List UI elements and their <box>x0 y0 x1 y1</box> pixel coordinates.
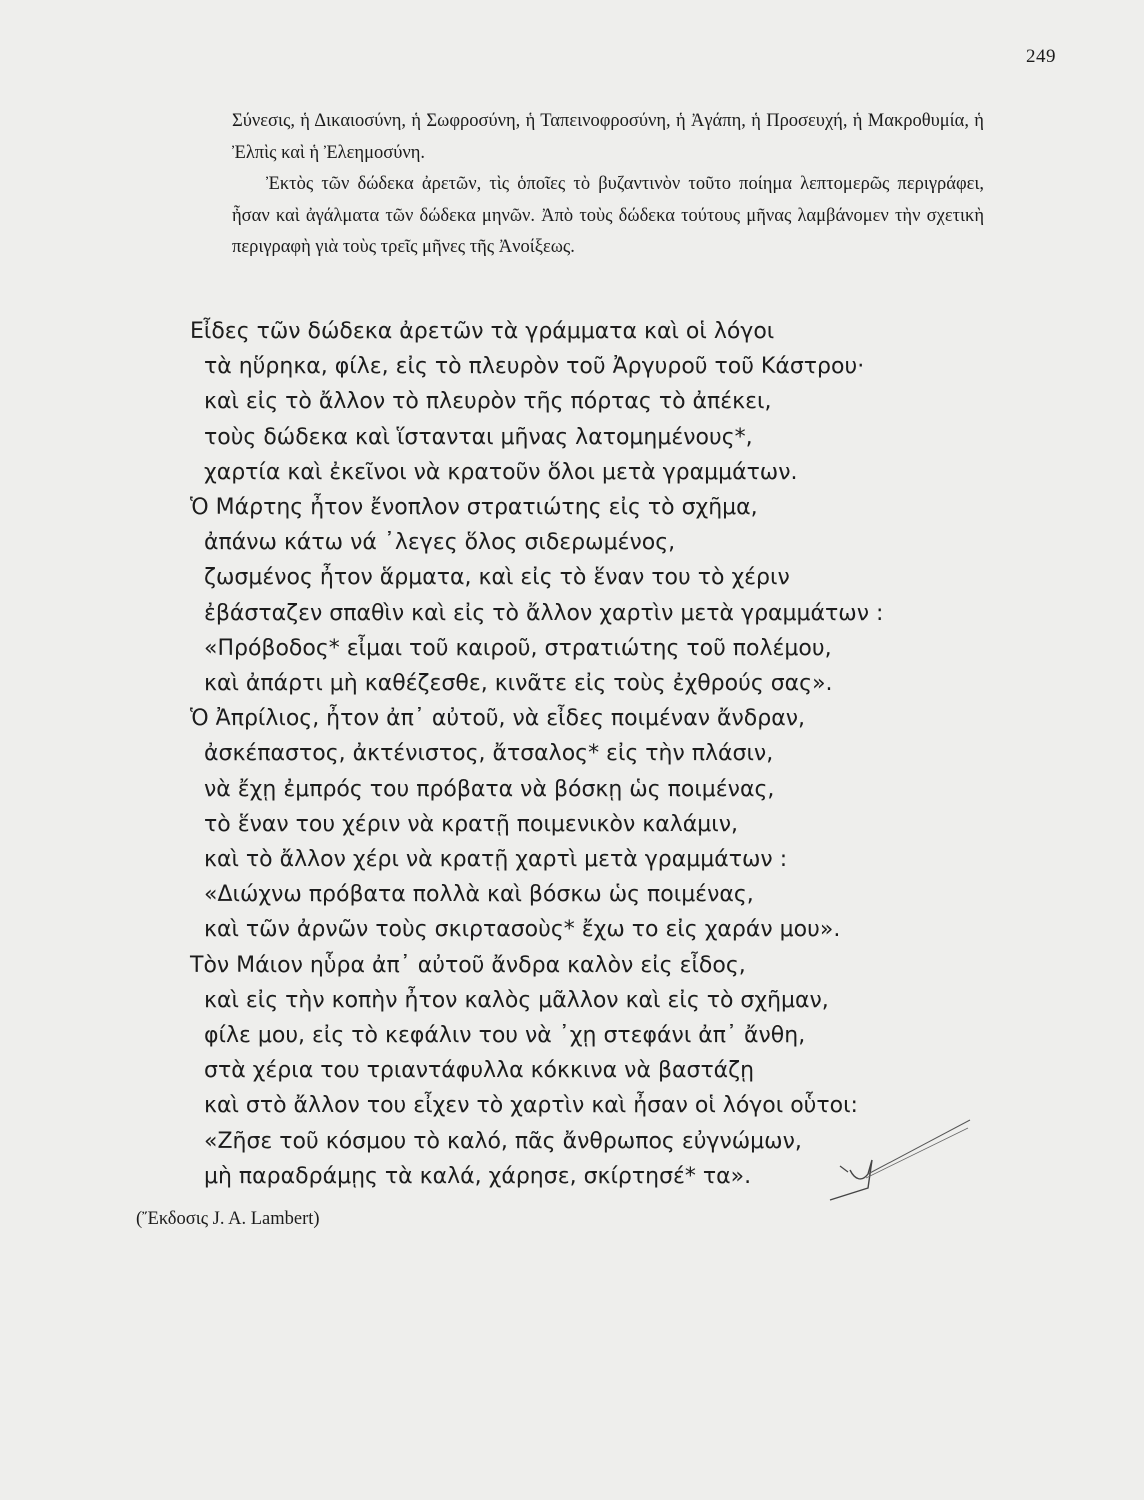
poem-line: καὶ τῶν ἀρνῶν τοὺς σκιρτασοὺς* ἔχω το εἰς χαράν μου». <box>204 917 841 943</box>
poem-line: καὶ εἰς τὸ ἄλλον τὸ πλευρὸν τῆς πόρτας τὸ ἀπέκει, <box>204 389 772 415</box>
poem-line: νὰ ἔχῃ ἐμπρός του πρόβατα νὰ βόσκῃ ὡς ποιμένας, <box>204 776 775 802</box>
poem-line: μὴ παραδράμῃς τὰ καλά, χάρησε, σκίρτησέ* τα». <box>204 1163 752 1189</box>
page-number: 249 <box>1026 46 1056 67</box>
poem-line: ἐβάσταζεν σπαθὶν καὶ εἰς τὸ ἄλλον χαρτὶν μετὰ γραμμάτων : <box>204 600 884 626</box>
poem-line: «Ζῆσε τοῦ κόσμου τὸ καλό, πᾶς ἄνθρωπος εὐγνώμων, <box>204 1128 802 1154</box>
poem-line: τὰ ηὕρηκα, φίλε, εἰς τὸ πλευρὸν τοῦ Ἀργυροῦ τοῦ Κάστρου· <box>204 354 865 380</box>
poem-line: Τὸν Μάιον ηὗρα ἀπ᾿ αὐτοῦ ἄνδρα καλὸν εἰς εἶδος, <box>190 952 746 978</box>
poem-line: φίλε μου, εἰς τὸ κεφάλιν του νὰ ᾿χῃ στεφάνι ἀπ᾿ ἄνθη, <box>204 1023 806 1049</box>
poem-line: καὶ ἀπάρτι μὴ καθέζεσθε, κινᾶτε εἰς τοὺς ἐχθρούς σας». <box>204 671 833 697</box>
intro-paragraph: Ἐκτὸς τῶν δώδεκα ἀρετῶν, τὶς ὁποῖες τὸ βυζαντινὸν τοῦτο ποίημα λεπτομερῶς περιγράφει, ἦσαν καὶ ἀγάλματα τῶν δώδεκα μηνῶν. Ἀπὸ τοὺς δώδεκα τούτους μῆνας λαμβάνομεν τὴν σχετικὴ περιγραφὴ γιὰ τοὺς τρεῖς μῆνες τῆς Ἀνοίξεως. <box>232 174 984 257</box>
poem-line: καὶ εἰς τὴν κοπὴν ἦτον καλὸς μᾶλλον καὶ εἰς τὸ σχῆμαν, <box>204 987 829 1013</box>
poem-line: χαρτία καὶ ἐκεῖνοι νὰ κρατοῦν ὅλοι μετὰ γραμμάτων. <box>204 459 798 485</box>
poem-line: ἀσκέπαστος, ἀκτένιστος, ἄτσαλος* εἰς τὴν πλάσιν, <box>204 741 774 767</box>
poem <box>190 314 950 1194</box>
poem-line: ἀπάνω κάτω νά ᾿λεγες ὅλος σιδερωμένος, <box>204 530 676 556</box>
poem-line: τὸ ἕναν του χέριν νὰ κρατῇ ποιμενικὸν καλάμιν, <box>204 811 738 837</box>
poem-line: ζωσμένος ἦτον ἅρματα, καὶ εἰς τὸ ἕναν του τὸ χέριν <box>204 565 790 591</box>
poem-line: Εἶδες τῶν δώδεκα ἀρετῶν τὰ γράμματα καὶ οἱ λόγοι <box>190 319 775 344</box>
poem-line: «Πρόβοδος* εἶμαι τοῦ καιροῦ, στρατιώτης τοῦ πολέμου, <box>204 635 832 661</box>
poem-line: «Διώχνω πρόβατα πολλὰ καὶ βόσκω ὡς ποιμένας, <box>204 882 754 908</box>
intro-text <box>232 106 984 264</box>
poem-line: καὶ στὸ ἄλλον του εἶχεν τὸ χαρτὶν καὶ ἦσαν οἱ λόγοι οὗτοι: <box>204 1093 858 1119</box>
intro-paragraph: Σύνεσις, ἡ Δικαιοσύνη, ἡ Σωφροσύνη, ἡ Ταπεινοφροσύνη, ἡ Ἀγάπη, ἡ Προσευχή, ἡ Μακροθυμία, ἡ Ἐλπὶς καὶ ἡ Ἐλεημοσύνη. <box>232 111 984 163</box>
poem-line: στὰ χέρια του τριαντάφυλλα κόκκινα νὰ βαστάζῃ <box>204 1058 755 1084</box>
pencil-mark-icon <box>810 1100 990 1210</box>
poem-line: Ὁ Μάρτης ἦτον ἔνοπλον στρατιώτης εἰς τὸ σχῆμα, <box>190 495 758 521</box>
poem-line: τοὺς δώδεκα καὶ ἵστανται μῆνας λατομημένους*, <box>204 424 753 450</box>
poem-line: καὶ τὸ ἄλλον χέρι νὰ κρατῇ χαρτὶ μετὰ γραμμάτων : <box>204 847 788 873</box>
poem-line: Ὁ Ἀπρίλιος, ἦτον ἀπ᾿ αὐτοῦ, νὰ εἶδες ποιμέναν ἄνδραν, <box>190 706 805 732</box>
edition-note: (Ἔκδοσις J. A. Lambert) <box>136 1209 320 1229</box>
